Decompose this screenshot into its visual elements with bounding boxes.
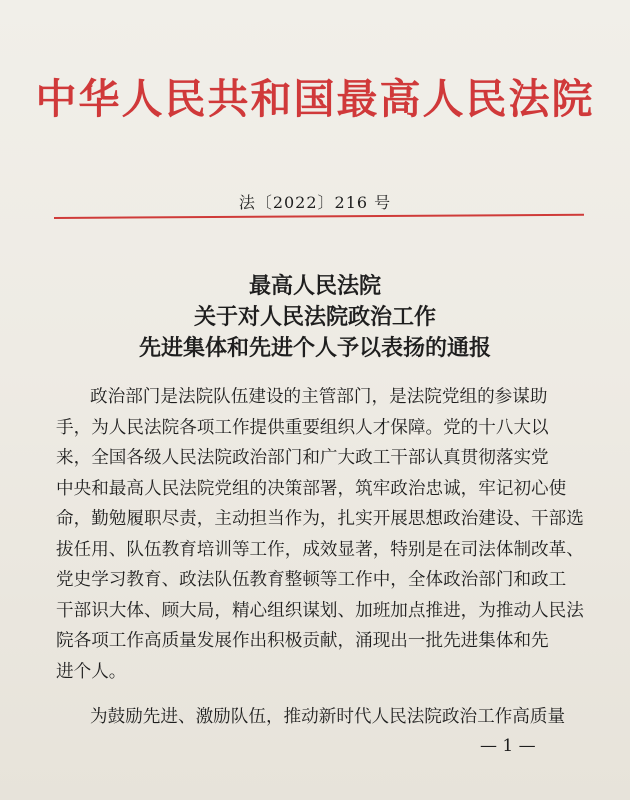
- paragraph-1-line: 来，全国各级人民法院政治部门和广大政工干部认真贯彻落实党: [56, 448, 549, 468]
- paragraph-1-line: 干部识大体、顾大局，精心组织谋划、加班加点推进，为推动人民法: [56, 600, 584, 621]
- issuer-masthead: 中华人民共和国最高人民法院: [35, 75, 595, 123]
- paragraph-1-line: 命，勤勉履职尽责，主动担当作为，扎实开展思想政治建设、干部选: [56, 509, 584, 529]
- red-separator-line: [54, 214, 584, 219]
- page-number: — 1 —: [480, 736, 536, 756]
- paragraph-1-line: 手，为人民法院各项工作提供重要组织人才保障。党的十八大以: [56, 417, 549, 438]
- document-title: [0, 271, 630, 364]
- paragraph-1-line: 政治部门是法院队伍建设的主管部门，是法院党组的参谋助: [90, 387, 548, 407]
- paragraph-1-line: 中央和最高人民法院党组的决策部署，筑牢政治忠诚，牢记初心使: [56, 478, 567, 499]
- paragraph-1-line: 拔任用、队伍教育培训等工作，成效显著，特别是在司法体制改革、: [56, 539, 584, 560]
- paragraph-1-line: 院各项工作高质量发展作出积极贡献，涌现出一批先进集体和先: [56, 631, 549, 651]
- title-line-1: 最高人民法院: [248, 273, 381, 299]
- paragraph-1: [56, 382, 586, 687]
- title-line-2: 关于对人民法院政治工作: [193, 304, 436, 330]
- paragraph-1-line: 进个人。: [56, 661, 127, 682]
- paragraph-2: 为鼓励先进、激励队伍，推动新时代人民法院政治工作高质量: [90, 707, 566, 727]
- paragraph-1-line: 党史学习教育、政法队伍教育整顿等工作中，全体政治部门和政工: [56, 570, 567, 590]
- title-line-3: 先进集体和先进个人予以表扬的通报: [138, 335, 491, 361]
- document-number: 法〔2022〕216 号: [238, 193, 392, 212]
